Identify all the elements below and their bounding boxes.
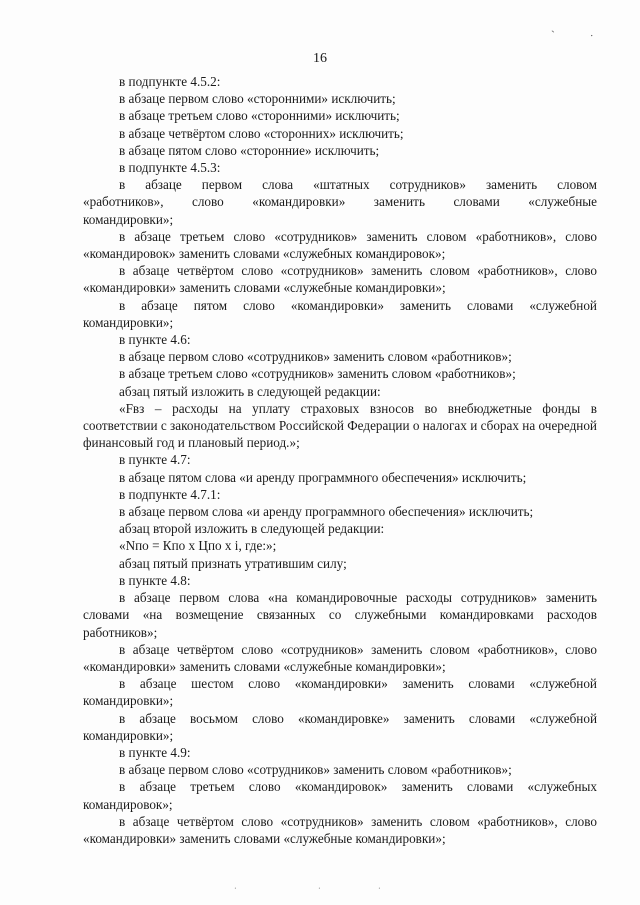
paragraph: в абзаце первом слово «сотрудников» заменить словом «работников»; bbox=[119, 762, 512, 778]
paragraph: в абзаце первом слова «штатных сотрудников» заменить словом «работников», слово «командировки» заменить словами «служебные командировки»; bbox=[83, 177, 597, 227]
formula-paragraph: «Nпо = Кпо х Цпо х i, где:»; bbox=[119, 538, 277, 554]
paragraph: в подпункте 4.5.3: bbox=[119, 160, 221, 176]
quoted-paragraph: «Fвз – расходы на уплату страховых взносов во внебюджетные фонды в соответствии с законодательством Российской Федерации о налогах и сборах на очередной финансовый год и плановый период.»; bbox=[83, 400, 597, 451]
paragraph: в абзаце шестом слово «командировки» заменить словами «служебной командировки»; bbox=[83, 676, 597, 709]
paragraph: абзац пятый изложить в следующей редакции: bbox=[119, 383, 381, 399]
paragraph: в абзаце первом слово «сотрудников» заменить словом «работников»; bbox=[119, 349, 512, 365]
scan-mark: ⋅ bbox=[234, 884, 237, 893]
paragraph: в пункте 4.8: bbox=[119, 572, 191, 588]
paragraph: абзац второй изложить в следующей редакции: bbox=[119, 521, 385, 537]
paragraph: в абзаце четвёртом слово «сотрудников» заменить словом «работников», слово «командировки» заменить словами «служебные командировки»; bbox=[83, 813, 597, 846]
paragraph: в абзаце восьмом слово «командировке» заменить словами «служебной командировки»; bbox=[83, 710, 597, 743]
paragraph: в абзаце первом слова «на командировочные расходы сотрудников» заменить словами «на возмещение связанных со служебными командировками расходов работников»; bbox=[83, 590, 597, 640]
paragraph: в абзаце пятом слова «и аренду программного обеспечения» исключить; bbox=[119, 469, 527, 485]
scan-mark: ⋅ bbox=[378, 884, 381, 893]
paragraph: в пункте 4.9: bbox=[119, 744, 191, 760]
paragraph: абзац пятый признать утратившим силу; bbox=[119, 555, 347, 571]
paragraph: в абзаце первом слова «и аренду программного обеспечения» исключить; bbox=[119, 504, 534, 520]
paragraph: в подпункте 4.7.1: bbox=[119, 486, 221, 502]
paragraph: в абзаце третьем слово «сотрудников» заменить словом «работников»; bbox=[119, 366, 516, 382]
scan-mark: ⋅ bbox=[590, 31, 594, 42]
paragraph: в пункте 4.7: bbox=[119, 452, 191, 468]
paragraph: в абзаце третьем слово «командировок» заменить словами «служебных командировок»; bbox=[83, 779, 597, 812]
paragraph: в абзаце третьем слово «сотрудников» заменить словом «работников», слово «командировок» заменить словами «служебных командировок»; bbox=[83, 228, 597, 262]
paragraph: в абзаце четвёртом слово «сторонних» исключить; bbox=[119, 125, 404, 141]
scan-mark: ⋅ bbox=[318, 884, 321, 893]
paragraph: в абзаце пятом слово «командировки» заменить словами «служебной командировки»; bbox=[83, 297, 597, 330]
page-number: 16 bbox=[313, 51, 327, 66]
paragraph: в абзаце третьем слово «сторонними» исключить; bbox=[119, 108, 400, 124]
scan-mark: ` bbox=[551, 28, 555, 42]
paragraph: в абзаце четвёртом слово «сотрудников» заменить словом «работников», слово «командировки» заменить словами «служебные командировки»; bbox=[83, 641, 597, 674]
paragraph: в подпункте 4.5.2: bbox=[119, 74, 221, 89]
paragraph: в абзаце первом слово «сторонними» исключить; bbox=[119, 91, 396, 107]
document-body bbox=[83, 73, 597, 847]
paragraph: в абзаце пятом слово «сторонние» исключить; bbox=[119, 142, 380, 158]
paragraph: в пункте 4.6: bbox=[119, 332, 191, 348]
paragraph: в абзаце четвёртом слово «сотрудников» заменить словом «работников», слово «командировки» заменить словами «служебные командировки»; bbox=[83, 263, 597, 296]
